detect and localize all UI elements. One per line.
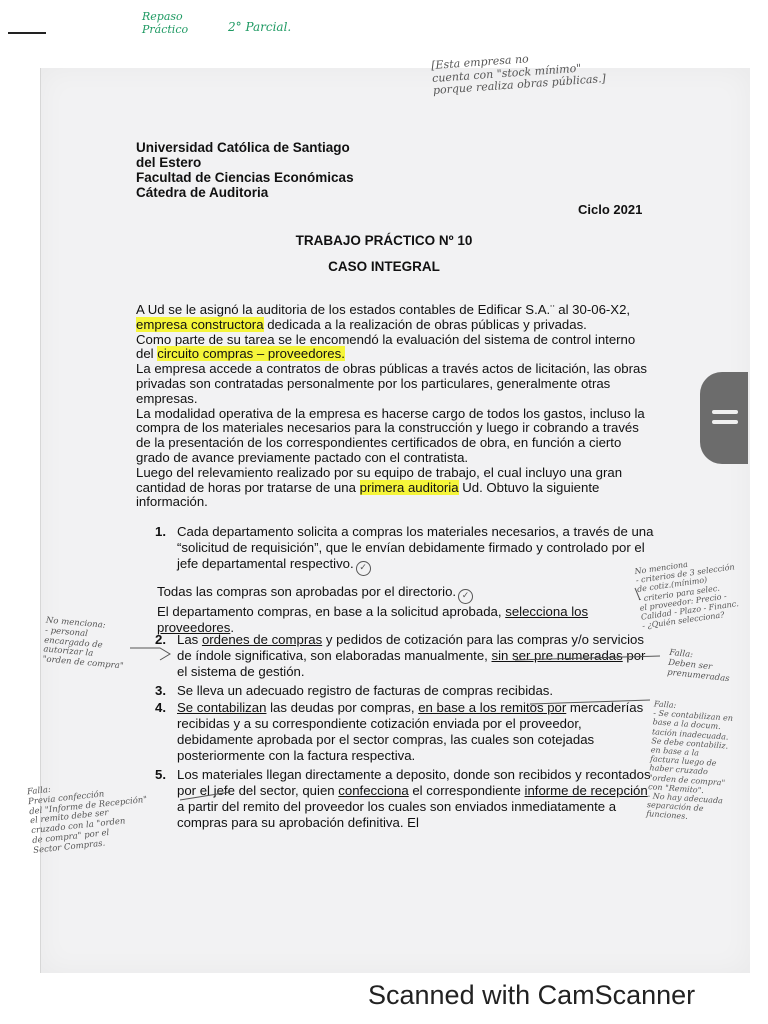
- institution-header: [136, 140, 354, 200]
- intro-text: [136, 303, 656, 510]
- highlight: empresa constructora: [136, 316, 264, 332]
- page-title: TRABAJO PRÁCTICO Nº 10: [295, 233, 473, 248]
- handwritten-parcial: 2° Parcial.: [228, 20, 292, 34]
- handwritten-repaso: Repaso Práctico: [142, 10, 189, 36]
- paragraph: La modalidad operativa de la empresa es hacerse cargo de todos los gastos, incluso la compra de los materiales necesarios para la construcción y luego ir cobrando a través de la presentación de los correspondientes certificados de obra, en función a cierto grado de avance previamente pactado con el contratista.: [136, 405, 645, 465]
- paragraph: Luego del relevamiento realizado por su equipo de trabajo, el cual incluyo una gran cantidad de horas por tratarse de una primera auditoria Ud. Obtuvo la siguiente información.: [136, 464, 623, 510]
- header-line: Universidad Católica de Santiago: [136, 140, 350, 155]
- handwritten-note-left-2: Falla: Previa confección del "Informe de Recepción" el remito debe ser cruzado con la "orden de compra" por el Sector Compras.: [26, 784, 148, 856]
- paragraph: Como parte de su tarea se le encomendó la evaluación del sistema de control interno del circuito compras – proveedores.: [136, 331, 636, 362]
- handwritten-note-right-3: Falla: - Se contabilizan en base a la docum. tación inadecuada. Se debe contabiliz. en base a la factura luego de haber cruzado "orden de compra" con "Remito". - No hay adecuada separación de funciones.: [645, 699, 734, 822]
- pen-stroke: [8, 32, 46, 34]
- handwritten-note-left-1: No menciona: - personal encargado de autorizar la "orden de compra": [42, 615, 124, 672]
- check-icon: ✓: [458, 589, 473, 604]
- handwritten-note-top: [Esta empresa no cuenta con "stock mínimo" porque realiza obras públicas.]: [430, 52, 607, 98]
- page-subtitle: CASO INTEGRAL: [328, 259, 440, 274]
- drag-handle-icon[interactable]: [700, 372, 748, 464]
- list-item: 1. Cada departamento solicita a compras los materiales necesarios, a través de una “solicitud de requisición”, que le envían debidamente firmado y controlado por el jefe departamental respectivo. ✓: [155, 524, 655, 576]
- header-line: Facultad de Ciencias Económicas: [136, 170, 354, 185]
- handwritten-note-right-2: Falla: Deben ser prenumeradas: [666, 647, 731, 684]
- ciclo-label: Ciclo 2021: [578, 202, 643, 217]
- scanner-watermark: Scanned with CamScanner: [368, 980, 696, 1010]
- list-interlude: Todas las compras son aprobadas por el directorio. ✓ El departamento compras, en base a la solicitud aprobada, selecciona los proveedores.: [157, 584, 589, 635]
- check-icon: ✓: [356, 561, 371, 576]
- highlight: primera auditoria: [359, 479, 459, 495]
- header-line: Cátedra de Auditoria: [136, 185, 269, 200]
- highlight: circuito compras – proveedores.: [157, 346, 345, 362]
- annotation-arrows: [120, 560, 680, 820]
- header-line: del Estero: [136, 155, 202, 170]
- list-item: 2. Las ordenes de compras y pedidos de cotización para las compras y/o servicios de índole significativa, son elaboradas manualmente, sin ser pre numeradas por el sistema de gestión. 3. Se lleva un adecuado registro de facturas de compras recibidas. 4. Se contabilizan las deudas por compras, en base a los remitos por mercaderías recibidas y a su correspondiente cotización enviada por el proveedor, debidamente aprobada por el sector compras, las cuales son cotejadas posteriormente con la factura respectiva. 5. Los materiales llegan directamente a deposito, donde son recibidos y recontados por el jefe del sector, quien confecciona el correspondiente informe de recepción a partir del remito del proveedor los cuales son enviados inmediatamente a compras para su aprobación definitiva. El: [155, 632, 651, 831]
- handwritten-note-right-1: No menciona - criterios de 3 selección de cotiz.(mínimo) - criterio para selec. el proveedor: Precio - Calidad - Plazo - Financ. - ¿Quién selecciona?: [634, 559, 740, 631]
- paragraph: La empresa accede a contratos de obras públicas a través actos de licitación, las obras privadas son contratadas personalmente por los particulares, generalmente otras empresas.: [136, 361, 647, 406]
- paragraph: A Ud se le asignó la auditoria de los estados contables de Edificar S.A.¨ al 30-06-X2, empresa constructora dedicada a la realización de obras públicas y privadas.: [136, 302, 631, 332]
